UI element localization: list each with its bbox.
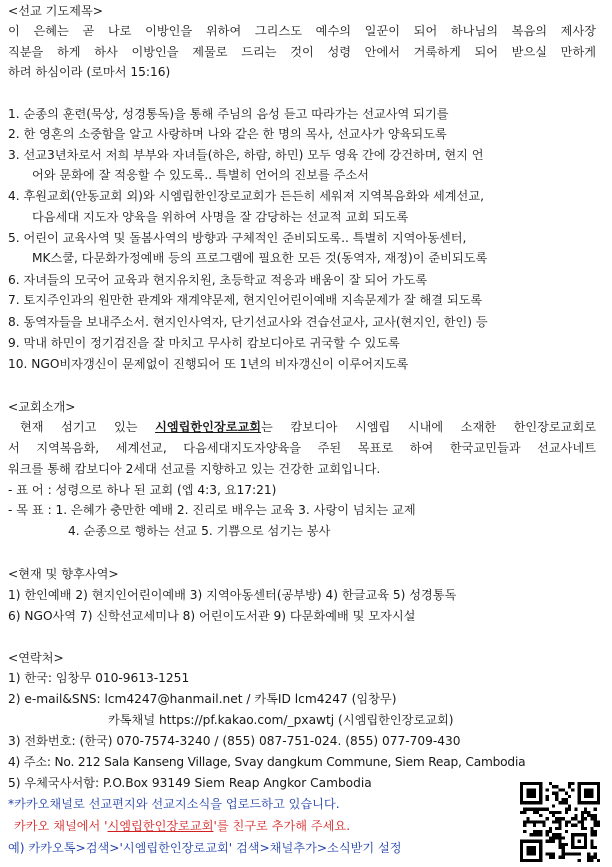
prayer-item-2: 2. 한 영혼의 소중함을 알고 사랑하며 나와 같은 한 명의 목사, 선교사가 양육되도록	[8, 127, 447, 141]
kakao-channel-name: 시엠립한인장로교회	[107, 819, 214, 833]
contact-phone: 1) 한국: 임창무 010-9613-1251	[8, 671, 190, 685]
prayer-item-4: 4. 후원교회(안동교회 외)와 시엠립한인장로교회가 든든히 세워져 지역복음화와 세계선교,	[8, 189, 484, 203]
kakao-notice: *카카오채널로 선교편지와 선교지소식을 업로드하고 있습니다.	[8, 797, 340, 811]
contact-address: 4) 주소: No. 212 Sala Kanseng Village, Svay dangkum Commune, Siem Reap, Cambodia	[8, 755, 526, 769]
prayer-item-6: 6. 자녀들의 모국어 교육과 현지유치원, 초등학교 적응과 배움이 잘 되어 가도록	[8, 273, 428, 287]
prayer-verse-line-1: 이 은혜는 곧 나로 이방인을 위하여 그리스도 예수의 일꾼이 되어 하나님의 복음의 제사장	[8, 24, 596, 38]
prayer-item-3-cont: 어와 문화에 잘 적응할 수 있도록.. 특별히 언어의 진보를 주소서	[32, 168, 369, 182]
contact-tel: 3) 전화번호: (한국) 070-7574-3240 / (855) 087-751-024. (855) 077-709-430	[8, 734, 461, 748]
prayer-item-3: 3. 선교3년차로서 저희 부부와 자녀들(하은, 하람, 하민) 모두 영육 간에 강건하며, 현지 언	[8, 148, 484, 162]
ministry-heading: <현재 및 향후사역>	[8, 567, 119, 581]
church-goals-line-2: 4. 순종으로 행하는 선교 5. 기쁨으로 섬기는 봉사	[68, 524, 331, 538]
kakao-add-instruction: 카카오 채널에서 '시엠립한인장로교회'를 친구로 추가해 주세요.	[14, 819, 351, 833]
contact-kakao-channel: 카톡채널 https://pf.kakao.com/_pxawtj (시엠립한인장로교회)	[108, 713, 454, 727]
prayer-item-9: 9. 막내 하민이 정기검진을 잘 마치고 무사히 캄보디아로 귀국할 수 있도록	[8, 336, 400, 350]
prayer-verse-line-2: 직분을 하게 하사 이방인을 제물로 드리는 것이 성령 안에서 거룩하게 되어 받으실 만하게	[8, 45, 596, 59]
contact-pobox: 5) 우체국사서함: P.O.Box 93149 Siem Reap Angkor Cambodia	[8, 776, 372, 790]
ministry-line-2: 6) NGO사역 7) 신학선교세미나 8) 어린이도서관 9) 다문화예배 및 모자시설	[8, 609, 416, 623]
church-heading: <교회소개>	[8, 400, 76, 414]
kakao-example-path: 예) 카카오톡>검색>'시엠립한인장로교회' 검색>채널추가>소식받기 설정	[8, 841, 402, 855]
church-motto: - 표 어 : 성령으로 하나 된 교회 (엡 4:3, 요17:21)	[8, 483, 277, 497]
prayer-item-10: 10. NGO비자갱신이 문제없이 진행되어 또 1년의 비자갱신이 이루어지도록	[8, 357, 409, 371]
ministry-line-1: 1) 한인예배 2) 현지인어린이예배 3) 지역아동센터(공부방) 4) 한글교육 5) 성경통독	[8, 588, 457, 602]
contact-heading: <연락처>	[8, 651, 64, 665]
prayer-verse-line-3: 하려 하심이라 (로마서 15:16)	[8, 65, 171, 79]
church-intro-line-1: 현재 섬기고 있는 시엠립한인장로교회는 캄보디아 시엠립 시내에 소재한 한인장로교회로	[20, 420, 596, 434]
church-name: 시엠립한인장로교회	[155, 420, 262, 434]
qr-code-icon	[520, 782, 600, 862]
church-intro-line-2: 서 지역복음화, 세계선교, 다음세대지도자양육을 주된 목표로 하여 한국교민들과 선교사네트	[8, 441, 596, 455]
prayer-item-1: 1. 순종의 훈련(묵상, 성경통독)을 통해 주님의 음성 듣고 따라가는 선교사역 되기를	[8, 107, 449, 121]
prayer-item-5: 5. 어린이 교육사역 및 돌봄사역의 방향과 구체적인 준비되도록.. 특별히 지역아동센터,	[8, 231, 467, 245]
prayer-item-5-cont: MK스쿨, 다문화가정예배 등의 프로그램에 필요한 모든 것(동역자, 재정)이 준비되도록	[32, 251, 488, 265]
contact-email: 2) e-mail&SNS: lcm4247@hanmail.net / 카톡ID lcm4247 (임창무)	[8, 692, 397, 706]
prayer-heading: <선교 기도제목>	[8, 4, 103, 18]
prayer-item-7: 7. 토지주인과의 원만한 관계와 재계약문제, 현지인어린이예배 지속문제가 잘 해결 되도록	[8, 293, 483, 307]
prayer-item-4-cont: 다음세대 지도자 양육을 위하여 사명을 잘 감당하는 선교적 교회 되도록	[32, 210, 409, 224]
prayer-item-8: 8. 동역자들을 보내주소서. 현지인사역자, 단기선교사와 견습선교사, 교사(현지인, 한인) 등	[8, 315, 488, 329]
church-intro-line-3: 워크를 통해 캄보디아 2세대 선교를 지향하고 있는 건강한 교회입니다.	[8, 462, 381, 476]
church-goals-line-1: - 목 표 : 1. 은혜가 충만한 예배 2. 진리로 배우는 교육 3. 사랑이 넘치는 교제	[8, 503, 416, 517]
